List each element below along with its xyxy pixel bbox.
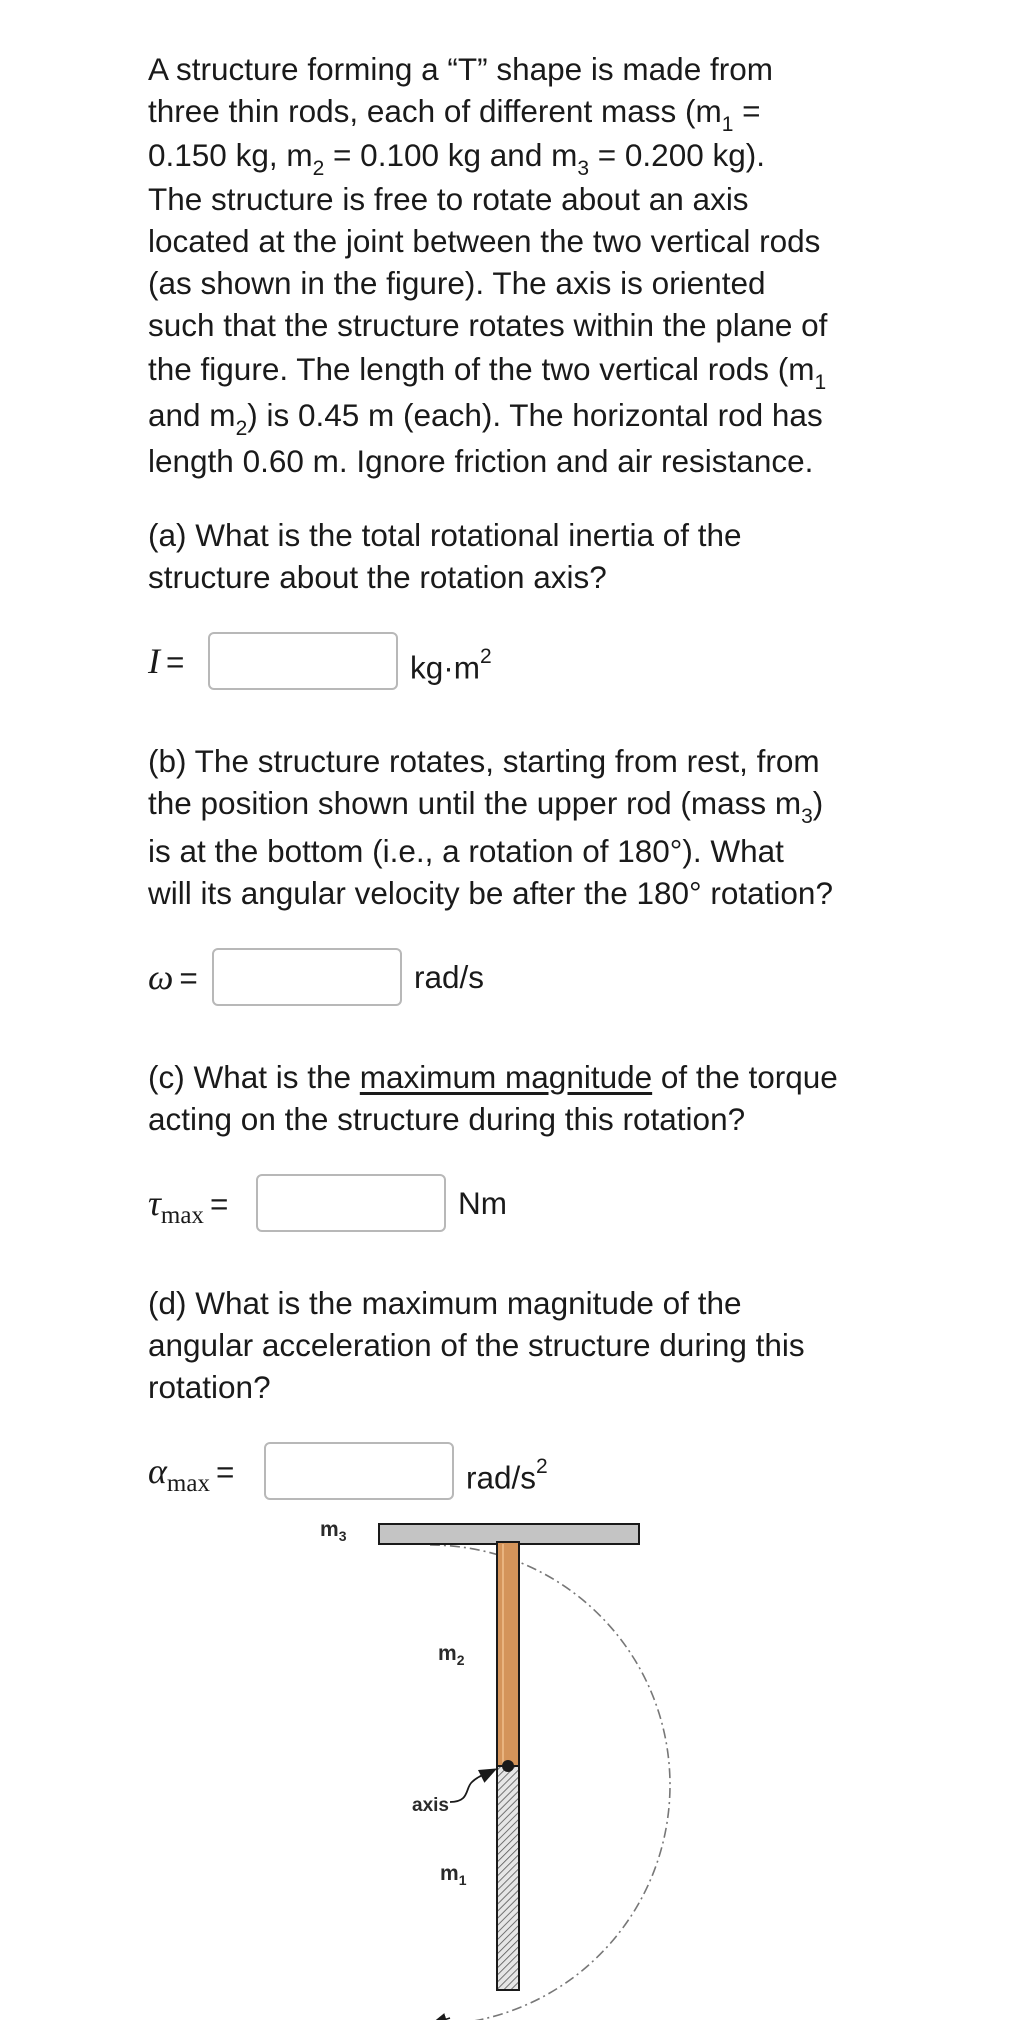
intro-line: and $m_2$) is 0.45 m (each). The horizontal rod has <box>148 397 823 440</box>
question-b: (b) The structure rotates, starting from rest, from the position shown until the upper rod (mass $m_3$) is at the bottom (i.e., a rotation of 180°). What will its angular velocity be after the 180° rotation? <box>148 743 833 911</box>
answer-row-b <box>148 948 908 1010</box>
intro-line: A structure forming a “T” shape is made from <box>148 51 773 87</box>
inertia-input[interactable] <box>208 632 398 690</box>
answer-row-a <box>148 632 908 694</box>
intro-line: (as shown in the figure). The axis is oriented <box>148 265 766 301</box>
rod-m1 <box>497 1766 519 1990</box>
angular-velocity-unit: rad/s <box>414 959 485 995</box>
max-torque-input[interactable] <box>256 1174 446 1232</box>
problem-intro: A structure forming a “T” shape is made from three thin rods, each of different mass ($m_1$ = 0.150 kg, $m_2 = 0.100$ kg and $m_3 = 0.200$ kg). The structure is free to rotate about an axis located at the joint between the two vertical rods (as shown in the figure). The axis is oriented such that the structure rotates within the plane of the figure. The length of the two vertical rods ($m_1$ and $m_2$) is 0.45 m (each). The horizontal rod has length 0.60 m. Ignore friction and air resistance. <box>148 48 908 484</box>
rotation-path-arc <box>430 1545 670 2020</box>
inertia-unit: $kg\cdot m^2$ <box>410 645 492 686</box>
label-m2: $m_2$ <box>438 1642 465 1668</box>
rod-m2 <box>497 1542 519 1766</box>
intro-line: three thin rods, each of different mass (m <box>148 93 722 129</box>
t-structure-figure <box>300 1500 760 2020</box>
intro-line: The structure is free to rotate about an axis <box>148 181 749 217</box>
figure-svg <box>300 1500 760 2020</box>
max-angular-acceleration-input[interactable] <box>264 1442 454 1500</box>
torque-unit: Nm <box>458 1185 507 1221</box>
omega-symbol: ω = <box>148 957 198 997</box>
problem-content <box>148 48 908 1550</box>
answer-row-d <box>148 1442 908 1504</box>
intro-line: such that the structure rotates within the plane of <box>148 307 828 343</box>
label-m3: $m_3$ <box>320 1518 347 1544</box>
inertia-symbol: I = <box>148 641 185 681</box>
answer-row-c <box>148 1174 908 1236</box>
label-axis: axis <box>412 1795 449 1816</box>
intro-line: length 0.60 m. Ignore friction and air resistance. <box>148 443 814 479</box>
rotation-arrow-icon <box>434 2018 450 2020</box>
question-a: (a) What is the total rotational inertia of the structure about the rotation axis? <box>148 517 742 595</box>
angular-acceleration-unit: rad/$s^2$ <box>466 1455 548 1496</box>
intro-line: the figure. The length of the two vertical rods ($m_1$ <box>148 351 827 394</box>
alpha-symbol: $\alpha_{max}$ = <box>148 1451 235 1497</box>
axis-arrow-icon <box>450 1770 494 1802</box>
label-m1: $m_1$ <box>440 1862 467 1888</box>
intro-line: 0.150 kg, $m_2 = 0.100$ kg and $m_3 = 0.200$ kg). <box>148 137 766 180</box>
question-c: (c) What is the maximum magnitude of the torque acting on the structure during this rotation? <box>148 1059 838 1137</box>
axis-pivot <box>502 1760 514 1772</box>
torque-symbol: $\tau_{max}$ = <box>148 1183 229 1229</box>
question-d: (d) What is the maximum magnitude of the angular acceleration of the structure during this rotation? <box>148 1285 805 1405</box>
angular-velocity-input[interactable] <box>212 948 402 1006</box>
intro-line: located at the joint between the two vertical rods <box>148 223 821 259</box>
